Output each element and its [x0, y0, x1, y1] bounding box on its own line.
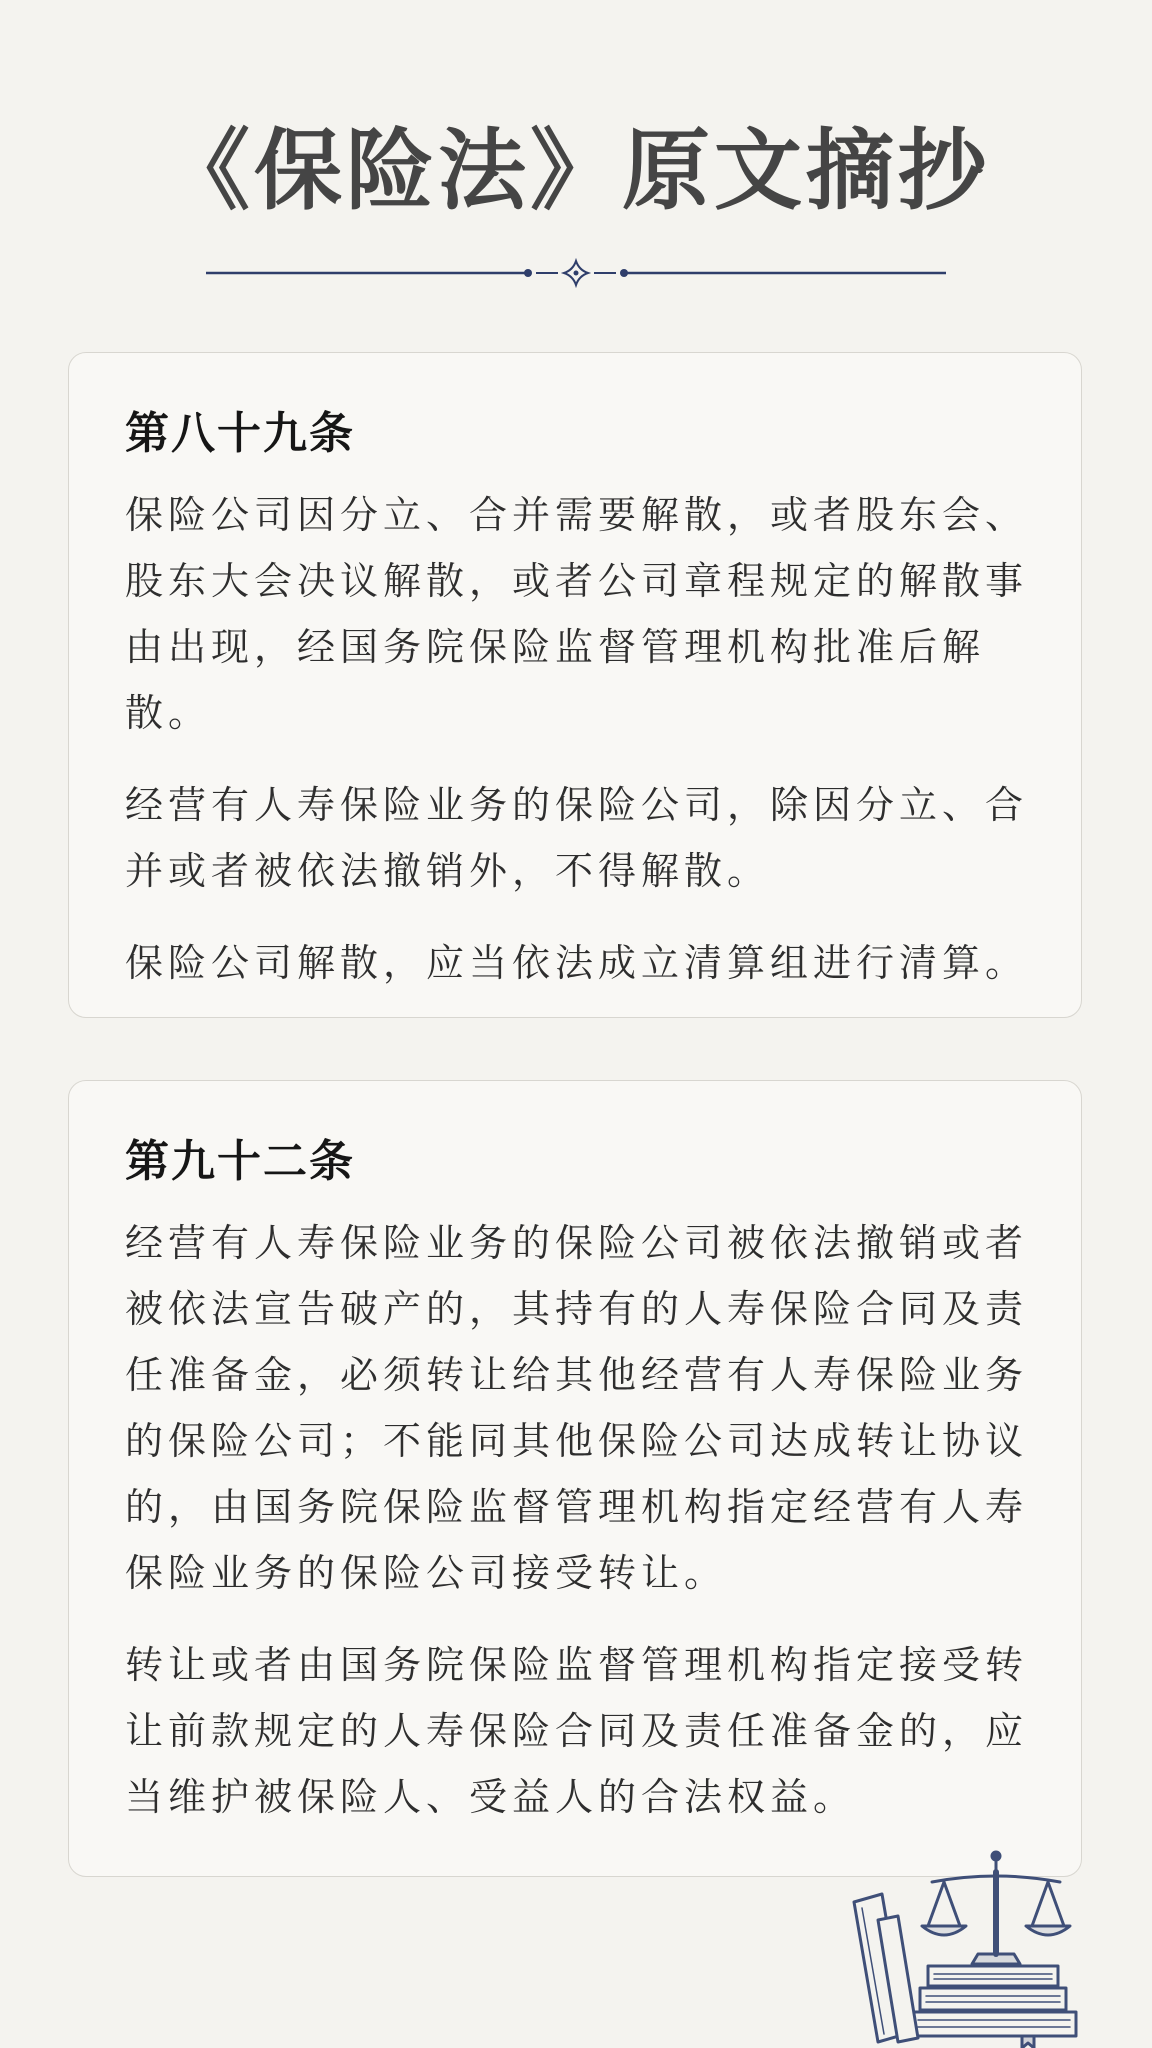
scales-and-books-icon — [836, 1848, 1096, 2048]
article-paragraph: 保险公司解散，应当依法成立清算组进行清算。 — [125, 941, 1029, 986]
article-paragraph: 转让或者由国务院保险监督管理机构指定接受转让前款规定的人寿保险合同及责任准备金的，应当维护被保险人、受益人的合法权益。 — [125, 1643, 1029, 1820]
article-card-89 — [68, 352, 1082, 1018]
page-title: 《保险法》原文摘抄 — [161, 118, 990, 222]
article-card-92 — [68, 1080, 1082, 1877]
article-paragraph: 保险公司因分立、合并需要解散，或者股东会、股东大会决议解散，或者公司章程规定的解散事由出现，经国务院保险监督管理机构批准后解散。 — [125, 493, 1029, 736]
article-paragraph: 经营有人寿保险业务的保险公司，除因分立、合并或者被依法撤销外，不得解散。 — [125, 783, 1029, 894]
divider-ornament-icon — [206, 258, 946, 288]
article-title: 第八十九条 — [125, 408, 355, 459]
article-paragraph: 经营有人寿保险业务的保险公司被依法撤销或者被依法宣告破产的，其持有的人寿保险合同及责任准备金，必须转让给其他经营有人寿保险业务的保险公司；不能同其他保险公司达成转让协议的，由国务院保险监督管理机构指定经营有人寿保险业务的保险公司接受转让。 — [125, 1221, 1029, 1596]
article-title: 第九十二条 — [125, 1136, 355, 1187]
